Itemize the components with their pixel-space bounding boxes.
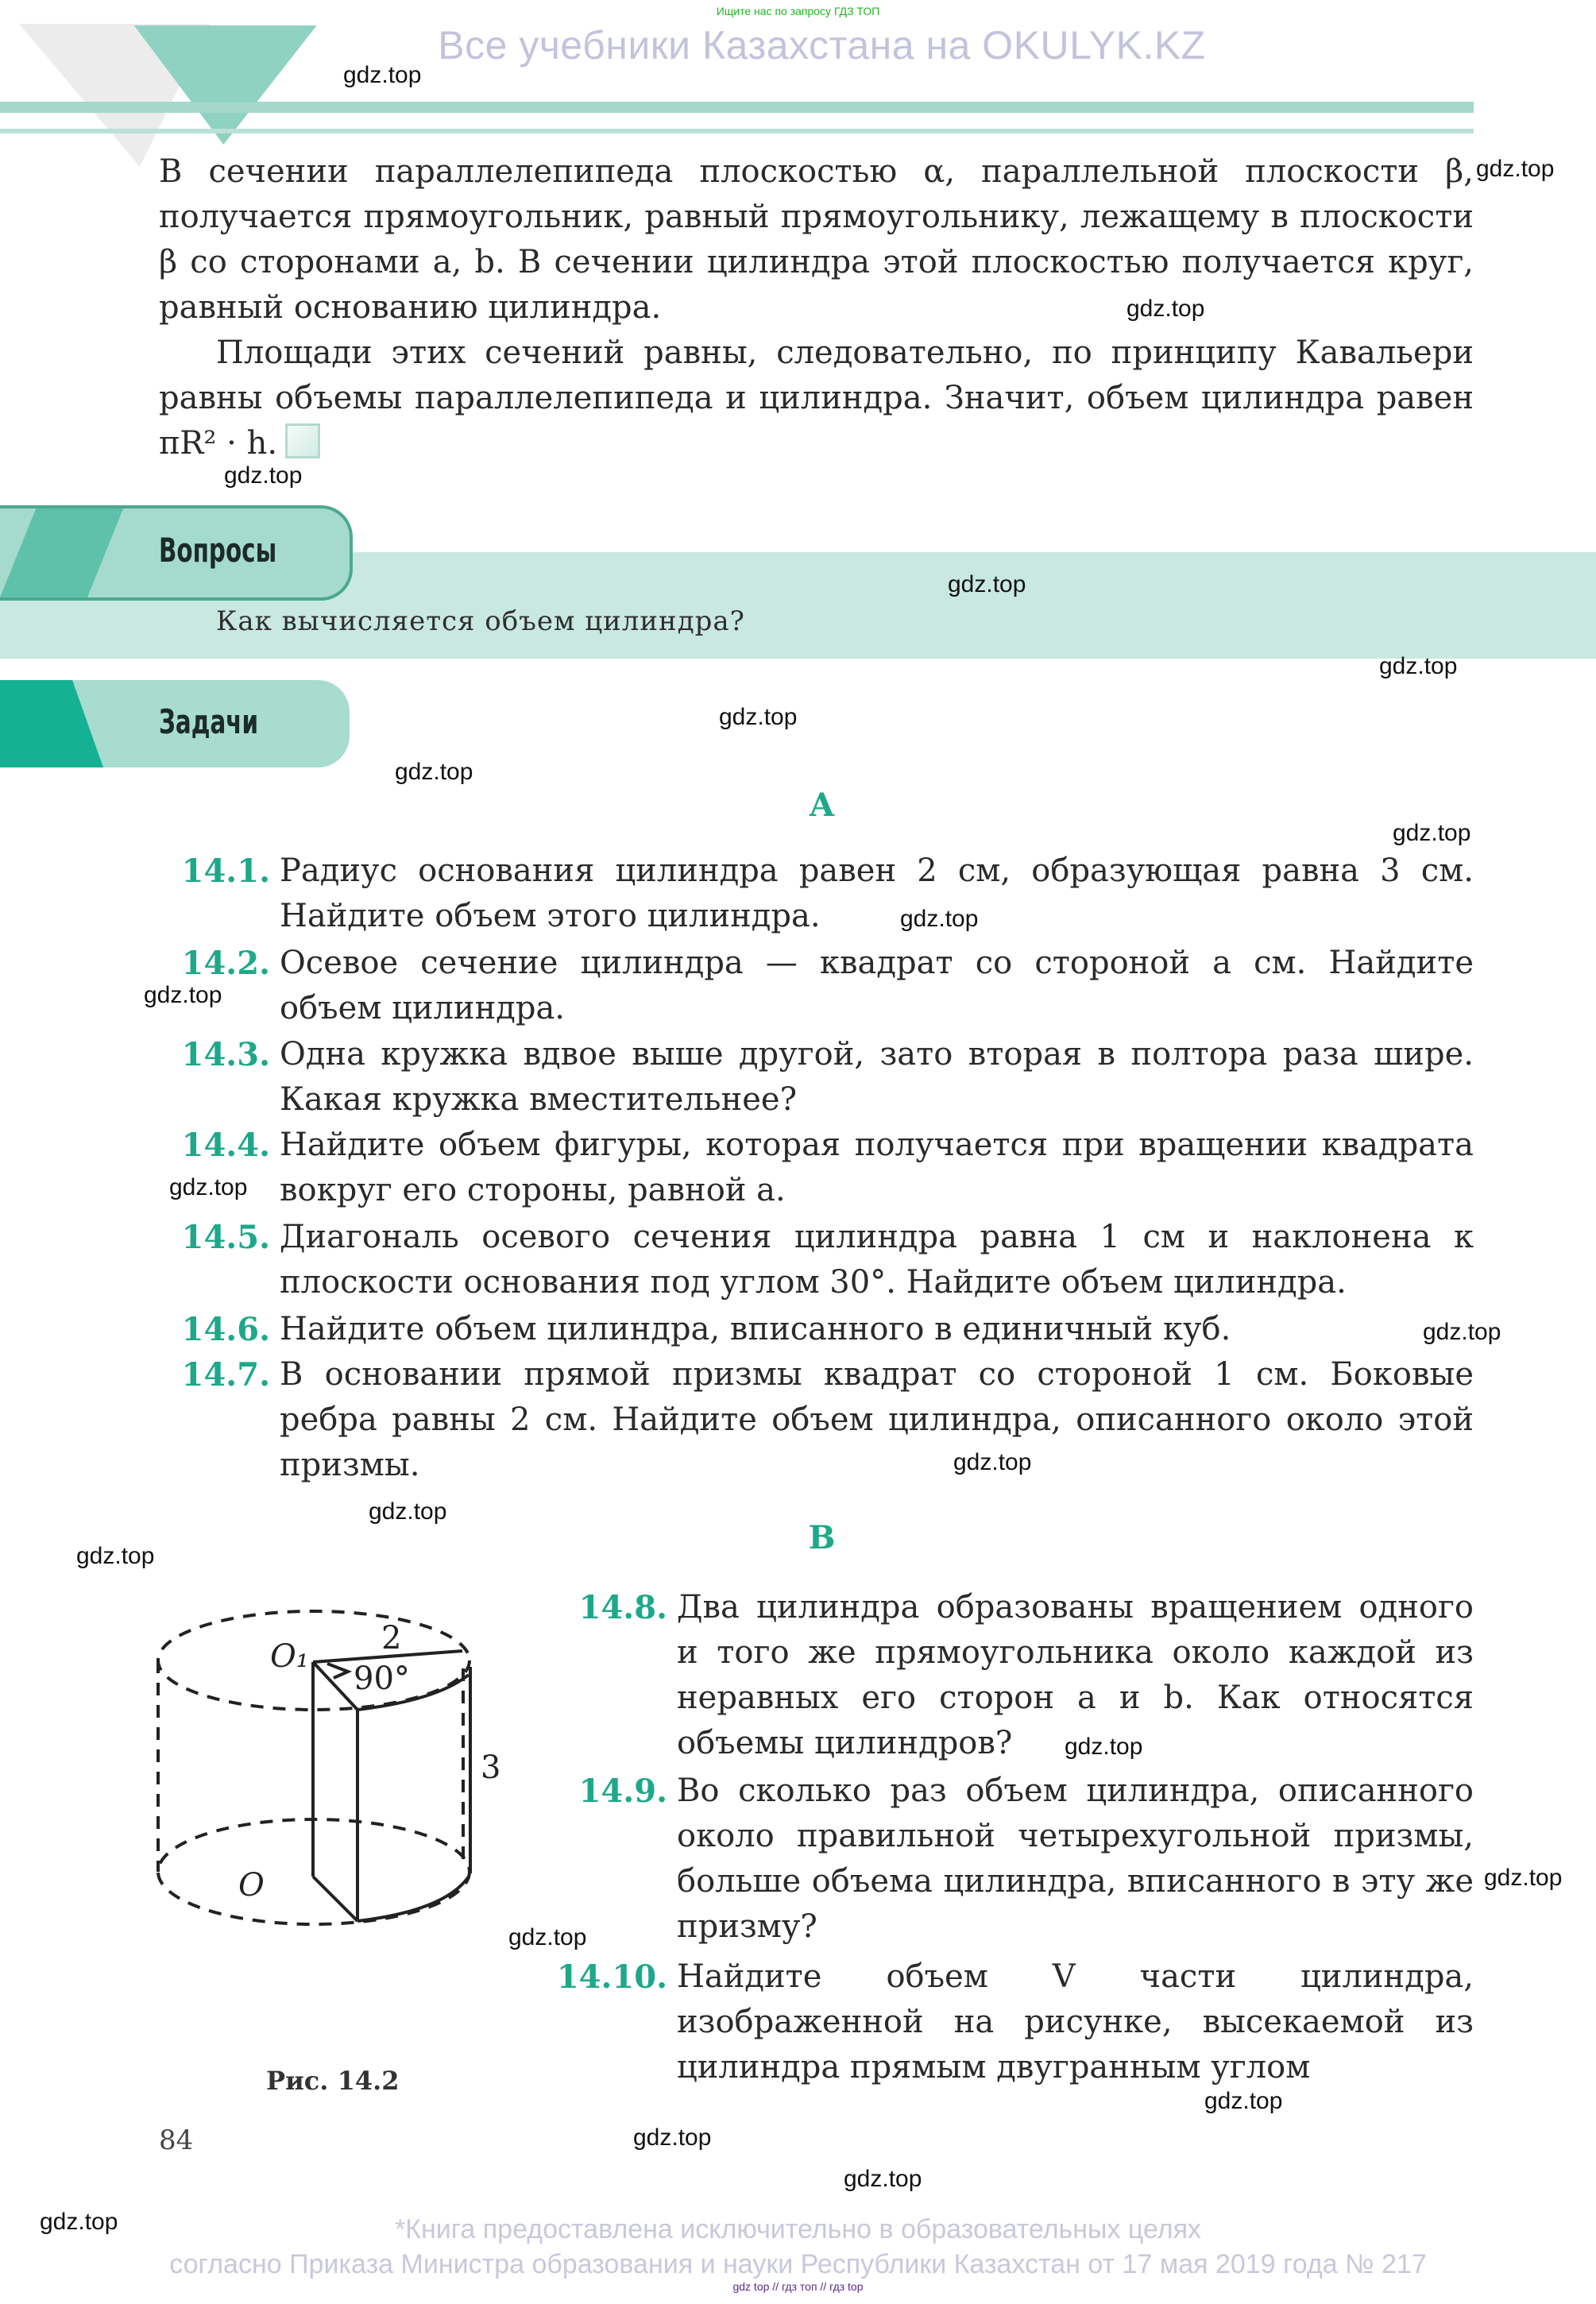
watermark: gdz.top (508, 1924, 587, 1950)
problem-number: 14.7. (181, 1356, 270, 1394)
watermark: gdz.top (1476, 156, 1555, 182)
label-angle: 90° (354, 1660, 410, 1697)
theory-paragraph-1: В сечении параллелепипеда плоскостью α, параллельной плоскости β, получается прямоугольник, равный прямоугольнику, лежащему в плоскости β со сторонами a, b. В сечении цилиндра этой плоскостью получается круг, равный основанию цилиндра. (159, 153, 1474, 326)
problem-number: 14.4. (181, 1127, 270, 1164)
problem-text: Осевое сечение цилиндра — квадрат со стороной a см. Найдите объем цилиндра. (280, 945, 1474, 1026)
figure-caption: Рис. 14.2 (266, 2066, 400, 2096)
watermark: gdz.top (900, 906, 979, 932)
problem-number: 14.10. (556, 1958, 667, 1996)
tasks-title: Задачи (159, 702, 259, 741)
problem-text: В основании прямой призмы квадрат со стороной 1 см. Боковые ребра равны 2 см. Найдите объем цилиндра, описанного около этой призмы. (280, 1356, 1474, 1483)
watermark: gdz.top (1065, 1734, 1143, 1760)
label-height: 3 (481, 1749, 501, 1786)
header-rule-thin (0, 129, 1474, 133)
watermark: gdz.top (1423, 1319, 1501, 1345)
level-b-heading: B (808, 1519, 836, 1556)
site-banner: Все учебники Казахстана на OKULYK.KZ (438, 23, 1206, 68)
search-hint: Ищите нас по запросу ГДЗ ТОП (716, 5, 880, 17)
problem-text: Найдите объем фигуры, которая получается при вращении квадрата вокруг его стороны, равной a. (280, 1127, 1474, 1208)
problem-number: 14.5. (181, 1219, 270, 1256)
watermark: gdz.top (369, 1498, 447, 1525)
problem-number: 14.2. (181, 945, 270, 982)
watermark: gdz.top (1204, 2088, 1283, 2114)
problem-text: Одна кружка вдвое выше другой, зато вторая в полтора раза шире. Какая кружка вместительнее? (280, 1036, 1474, 1118)
footer-disclaimer-line1: *Книга предоставлена исключительно в образовательных целях (394, 2214, 1202, 2244)
watermark: gdz.top (40, 2209, 118, 2235)
questions-title: Вопросы (159, 531, 277, 570)
watermark: gdz.top (1126, 296, 1205, 322)
footer-links[interactable]: gdz top // гдз топ // гдз top (732, 2280, 864, 2293)
watermark: gdz.top (144, 982, 222, 1008)
radius-top-front (313, 1662, 357, 1710)
questions-header-tab (0, 505, 353, 601)
problem-text: Диагональ осевого сечения цилиндра равна 1 см и наклонена к плоскости основания под углом 30°. Найдите объем цилиндра. (280, 1219, 1474, 1301)
theory-text (159, 149, 1474, 466)
problem-number: 14.6. (181, 1311, 270, 1348)
theory-paragraph-2: Площади этих сечений равны, следовательно, по принципу Кавальери равны объемы параллелепипеда и цилиндра. Значит, объем цилиндра равен πR² · h. (159, 334, 1474, 462)
question-item: Как вычисляется объем цилиндра? (216, 605, 745, 637)
problem-number: 14.9. (578, 1772, 667, 1810)
problem-text: Во сколько раз объем цилиндра, описанного около правильной четырехугольной призмы, больше объема цилиндра, вписанного в эту же призму? (677, 1772, 1474, 1945)
problem-text: Два цилиндра образованы вращением одного и того же прямоугольника около каждой из неравных его сторон a и b. Как относятся объемы цилиндров? (677, 1589, 1474, 1761)
problem-number: 14.1. (181, 852, 270, 890)
watermark: gdz.top (633, 2124, 712, 2151)
problem-text: Радиус основания цилиндра равен 2 см, образующая равна 3 см. Найдите объем этого цилиндра. (280, 852, 1474, 934)
watermark: gdz.top (343, 62, 422, 88)
watermark: gdz.top (953, 1449, 1032, 1475)
problem-number: 14.3. (181, 1036, 270, 1073)
watermark: gdz.top (224, 462, 303, 489)
watermark: gdz.top (169, 1174, 248, 1200)
page-number: 84 (159, 2124, 194, 2156)
cylinder-figure (119, 1589, 564, 2066)
label-o1: O₁ (270, 1638, 309, 1675)
header-rule-thick (0, 102, 1474, 113)
tasks-header-tab (0, 680, 350, 767)
problem-text: Найдите объем V части цилиндра, изображенной на рисунке, высекаемой из цилиндра прямым двугранным углом (677, 1958, 1474, 2086)
footer-disclaimer-line2: согласно Приказа Министра образования и науки Республики Казахстан от 17 мая 2019 года № 217 (169, 2249, 1427, 2279)
watermark: gdz.top (1393, 820, 1471, 846)
watermark: gdz.top (76, 1543, 155, 1569)
watermark: gdz.top (1484, 1865, 1563, 1891)
level-a-heading: A (809, 787, 835, 824)
label-radius: 2 (381, 1620, 402, 1656)
watermark: gdz.top (1379, 653, 1458, 679)
watermark: gdz.top (719, 704, 798, 730)
watermark: gdz.top (948, 571, 1026, 597)
right-angle-mark (327, 1664, 348, 1678)
watermark: gdz.top (395, 759, 473, 785)
problem-text: Найдите объем цилиндра, вписанного в единичный куб. (280, 1311, 1231, 1347)
problem-number: 14.8. (578, 1589, 667, 1626)
watermark: gdz.top (844, 2166, 922, 2192)
label-o: O (238, 1867, 265, 1904)
radius-bottom-front (313, 1877, 357, 1921)
end-of-proof-icon (285, 423, 320, 458)
tab-accent-shape (0, 680, 103, 767)
tab-accent-shape (0, 508, 123, 597)
bottom-arc (357, 1877, 469, 1921)
